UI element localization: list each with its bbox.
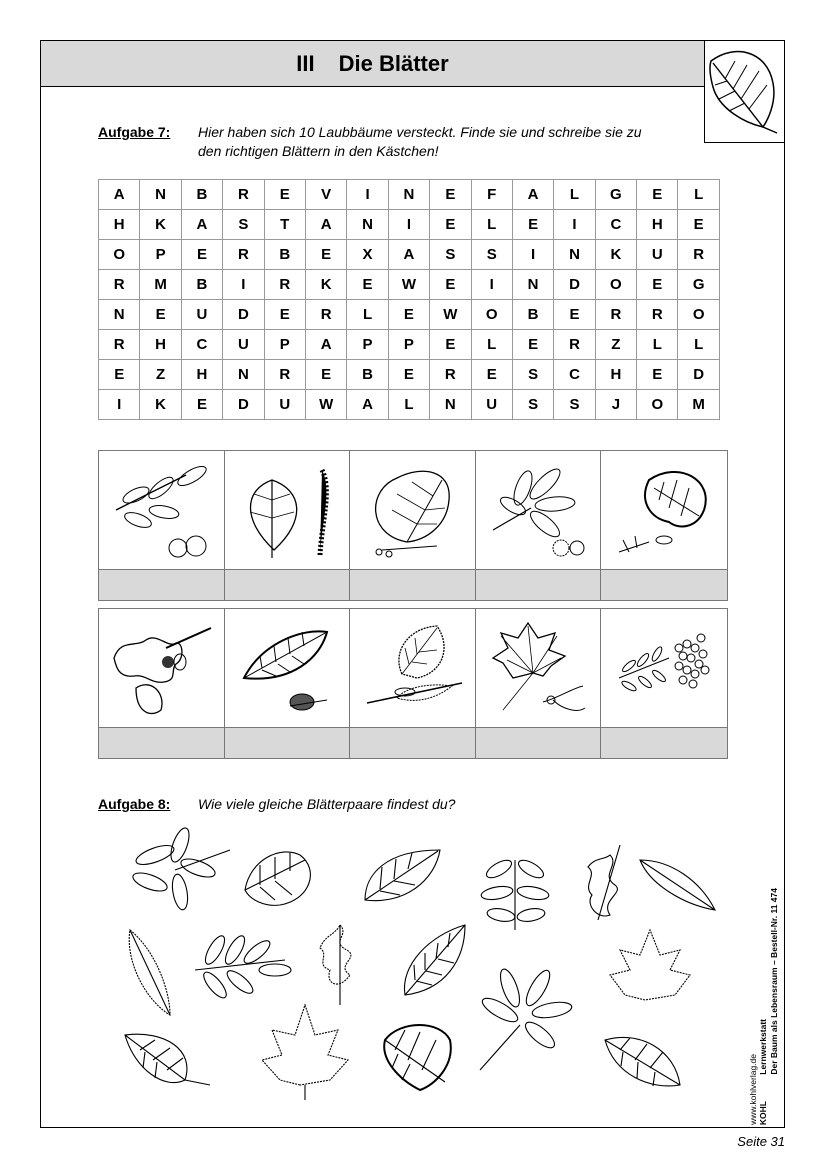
- oak-leaf-icon: [320, 925, 351, 1005]
- grid-letter[interactable]: R: [678, 240, 719, 270]
- grid-letter[interactable]: K: [140, 210, 181, 240]
- word-search-grid: [98, 179, 720, 420]
- leaf-cell: [601, 451, 727, 600]
- grid-letter[interactable]: R: [99, 270, 140, 300]
- grid-letter[interactable]: I: [554, 210, 595, 240]
- grid-letter[interactable]: E: [181, 240, 222, 270]
- grid-letter[interactable]: M: [140, 270, 181, 300]
- grid-letter[interactable]: B: [512, 300, 553, 330]
- grid-letter[interactable]: R: [223, 180, 264, 210]
- grid-letter[interactable]: E: [305, 360, 346, 390]
- grid-letter[interactable]: F: [471, 180, 512, 210]
- answer-box[interactable]: [476, 727, 601, 758]
- chestnut-leaf-icon: [131, 826, 230, 911]
- grid-letter[interactable]: M: [678, 390, 719, 420]
- leaf-cell: [601, 609, 727, 758]
- alder-leaf-icon: [601, 451, 727, 569]
- grid-letter[interactable]: E: [430, 270, 471, 300]
- linden-leaf-icon: [350, 451, 475, 569]
- grid-letter[interactable]: E: [678, 210, 719, 240]
- leaf-cell: [476, 609, 602, 758]
- grid-letter[interactable]: D: [678, 360, 719, 390]
- grid-letter[interactable]: A: [181, 210, 222, 240]
- grid-letter[interactable]: N: [140, 180, 181, 210]
- grid-letter[interactable]: E: [99, 360, 140, 390]
- grid-letter[interactable]: N: [347, 210, 388, 240]
- answer-box[interactable]: [601, 727, 727, 758]
- answer-box[interactable]: [225, 569, 350, 600]
- answer-box[interactable]: [225, 727, 350, 758]
- oak-leaf-icon: [99, 609, 224, 727]
- oak-leaf-icon: [588, 845, 620, 920]
- grid-letter[interactable]: H: [181, 360, 222, 390]
- grid-letter[interactable]: D: [223, 390, 264, 420]
- grid-row: [99, 210, 720, 240]
- grid-letter[interactable]: S: [554, 390, 595, 420]
- grid-letter[interactable]: S: [223, 210, 264, 240]
- grid-letter[interactable]: A: [99, 180, 140, 210]
- walnut-leaf-icon: [99, 451, 224, 569]
- grid-letter[interactable]: D: [554, 270, 595, 300]
- maple-leaf-icon: [262, 1005, 348, 1100]
- grid-letter[interactable]: V: [305, 180, 346, 210]
- grid-letter[interactable]: E: [347, 270, 388, 300]
- grid-letter[interactable]: I: [347, 180, 388, 210]
- grid-letter[interactable]: C: [595, 210, 636, 240]
- grid-letter[interactable]: W: [305, 390, 346, 420]
- grid-letter[interactable]: I: [99, 390, 140, 420]
- grid-letter[interactable]: O: [99, 240, 140, 270]
- answer-box[interactable]: [350, 569, 475, 600]
- willow-leaf-icon: [129, 930, 170, 1015]
- chapter-title: Die Blätter: [338, 50, 449, 76]
- leaf-cell: [476, 451, 602, 600]
- grid-row: [99, 240, 720, 270]
- grid-letter[interactable]: U: [223, 330, 264, 360]
- grid-letter[interactable]: H: [595, 360, 636, 390]
- answer-box[interactable]: [350, 727, 475, 758]
- birch-leaf-icon: [365, 850, 440, 901]
- grid-letter[interactable]: R: [223, 240, 264, 270]
- publisher-sidebar: [744, 820, 782, 1125]
- publisher-website: www.kohlverlag.de: [748, 1054, 758, 1125]
- grid-letter[interactable]: J: [595, 390, 636, 420]
- grid-letter[interactable]: R: [264, 270, 305, 300]
- chapter-header: [40, 40, 705, 87]
- grid-letter[interactable]: P: [140, 240, 181, 270]
- grid-letter[interactable]: B: [181, 180, 222, 210]
- grid-letter[interactable]: A: [512, 180, 553, 210]
- grid-letter[interactable]: U: [181, 300, 222, 330]
- grid-letter[interactable]: E: [512, 330, 553, 360]
- grid-letter[interactable]: W: [388, 270, 429, 300]
- grid-letter[interactable]: I: [223, 270, 264, 300]
- grid-letter[interactable]: A: [347, 390, 388, 420]
- grid-row: [99, 330, 720, 360]
- page-number: Seite 31: [737, 1134, 785, 1149]
- ash-leaf-icon: [195, 933, 291, 1001]
- leaf-cell: [225, 609, 351, 758]
- answer-box[interactable]: [99, 727, 224, 758]
- grid-letter[interactable]: L: [678, 330, 719, 360]
- leaf-cell: [99, 451, 225, 600]
- chestnut-leaf-icon: [476, 451, 601, 569]
- birch-leaf-icon: [350, 609, 475, 727]
- linden-leaf-icon: [605, 1037, 680, 1086]
- grid-letter[interactable]: U: [264, 390, 305, 420]
- grid-letter[interactable]: L: [678, 180, 719, 210]
- chapter-number: III: [296, 50, 315, 76]
- grid-letter[interactable]: D: [223, 300, 264, 330]
- grid-letter[interactable]: E: [471, 360, 512, 390]
- book-title-order-number: Der Baum als Lebensraum – Bestell-Nr. 11 474: [769, 888, 779, 1075]
- grid-letter[interactable]: E: [264, 300, 305, 330]
- header-leaf-icon: [704, 40, 785, 143]
- grid-letter[interactable]: I: [471, 270, 512, 300]
- ash-leaf-icon: [480, 857, 550, 930]
- grid-letter[interactable]: E: [637, 270, 678, 300]
- beech-leaf-icon: [404, 925, 465, 995]
- grid-letter[interactable]: G: [595, 180, 636, 210]
- grid-letter[interactable]: R: [595, 300, 636, 330]
- grid-letter[interactable]: I: [388, 210, 429, 240]
- alder-leaf-icon: [384, 1025, 451, 1090]
- grid-letter[interactable]: B: [181, 270, 222, 300]
- grid-letter[interactable]: E: [637, 360, 678, 390]
- grid-letter[interactable]: H: [140, 330, 181, 360]
- grid-letter[interactable]: X: [347, 240, 388, 270]
- publisher-name: KOHL: [758, 1100, 768, 1125]
- grid-letter[interactable]: L: [347, 300, 388, 330]
- leaf-pairs-scatter: [100, 820, 740, 1100]
- grid-letter[interactable]: R: [99, 330, 140, 360]
- grid-letter[interactable]: O: [637, 390, 678, 420]
- task8-text: Wie viele gleiche Blätterpaare findest du?: [198, 796, 456, 812]
- grid-letter[interactable]: R: [430, 360, 471, 390]
- leaf-cell: [99, 609, 225, 758]
- grid-letter[interactable]: Z: [595, 330, 636, 360]
- grid-letter[interactable]: O: [595, 270, 636, 300]
- grid-letter[interactable]: T: [264, 210, 305, 240]
- answer-box[interactable]: [476, 569, 601, 600]
- grid-letter[interactable]: H: [637, 210, 678, 240]
- grid-letter[interactable]: R: [305, 300, 346, 330]
- grid-letter[interactable]: E: [140, 300, 181, 330]
- grid-letter[interactable]: B: [264, 240, 305, 270]
- grid-letter[interactable]: R: [264, 360, 305, 390]
- beech-leaf-icon: [225, 609, 350, 727]
- grid-letter[interactable]: S: [471, 240, 512, 270]
- grid-letter[interactable]: A: [388, 240, 429, 270]
- grid-letter[interactable]: O: [678, 300, 719, 330]
- grid-letter[interactable]: P: [347, 330, 388, 360]
- grid-row: [99, 180, 720, 210]
- maple-leaf-icon: [476, 609, 601, 727]
- answer-box[interactable]: [601, 569, 727, 600]
- grid-letter[interactable]: S: [512, 360, 553, 390]
- poplar-leaf-icon: [225, 451, 350, 569]
- willow-leaf-icon: [640, 860, 715, 910]
- grid-letter[interactable]: A: [305, 210, 346, 240]
- leaf-cell: [225, 451, 351, 600]
- grid-letter[interactable]: C: [181, 330, 222, 360]
- grid-letter[interactable]: G: [678, 270, 719, 300]
- grid-letter[interactable]: E: [430, 180, 471, 210]
- rowan-leaf-icon: [601, 609, 727, 727]
- grid-letter[interactable]: L: [554, 180, 595, 210]
- answer-box[interactable]: [99, 569, 224, 600]
- grid-letter[interactable]: K: [305, 270, 346, 300]
- grid-letter[interactable]: C: [554, 360, 595, 390]
- grid-letter[interactable]: E: [430, 330, 471, 360]
- linden-leaf-icon: [245, 852, 310, 905]
- grid-letter[interactable]: N: [223, 360, 264, 390]
- task7-text: Hier haben sich 10 Laubbäume versteckt. Finde sie und schreibe sie zu den richtigen Blättern in den Kästchen!: [198, 124, 642, 159]
- grid-letter[interactable]: S: [430, 240, 471, 270]
- chestnut-leaf-icon: [479, 967, 573, 1070]
- grid-letter[interactable]: E: [264, 180, 305, 210]
- leaf-cell: [350, 451, 476, 600]
- grid-letter[interactable]: W: [430, 300, 471, 330]
- grid-letter[interactable]: P: [264, 330, 305, 360]
- grid-letter[interactable]: R: [554, 330, 595, 360]
- grid-letter[interactable]: S: [512, 390, 553, 420]
- grid-row: [99, 300, 720, 330]
- series-title: Lernwerkstatt: [758, 1019, 768, 1075]
- leaf-cell: [350, 609, 476, 758]
- linden-leaf-icon: [125, 1034, 210, 1085]
- grid-letter[interactable]: H: [99, 210, 140, 240]
- grid-letter[interactable]: E: [181, 390, 222, 420]
- leaf-row-2: [98, 608, 728, 759]
- grid-letter[interactable]: L: [471, 330, 512, 360]
- grid-letter[interactable]: U: [637, 240, 678, 270]
- grid-letter[interactable]: K: [595, 240, 636, 270]
- grid-row: [99, 390, 720, 420]
- grid-letter[interactable]: N: [512, 270, 553, 300]
- grid-letter[interactable]: A: [305, 330, 346, 360]
- grid-letter[interactable]: U: [471, 390, 512, 420]
- task8-label: Aufgabe 8:: [98, 796, 171, 812]
- grid-letter[interactable]: N: [430, 390, 471, 420]
- grid-letter[interactable]: B: [347, 360, 388, 390]
- grid-letter[interactable]: E: [388, 360, 429, 390]
- task7-label: Aufgabe 7:: [98, 124, 171, 140]
- grid-letter[interactable]: R: [637, 300, 678, 330]
- grid-letter[interactable]: E: [305, 240, 346, 270]
- grid-letter[interactable]: L: [471, 210, 512, 240]
- grid-letter[interactable]: Z: [140, 360, 181, 390]
- grid-letter[interactable]: E: [637, 180, 678, 210]
- grid-letter[interactable]: N: [388, 180, 429, 210]
- grid-letter[interactable]: E: [430, 210, 471, 240]
- grid-letter[interactable]: N: [554, 240, 595, 270]
- grid-letter[interactable]: E: [388, 300, 429, 330]
- grid-letter[interactable]: P: [388, 330, 429, 360]
- grid-letter[interactable]: K: [140, 390, 181, 420]
- grid-letter[interactable]: L: [637, 330, 678, 360]
- grid-row: [99, 270, 720, 300]
- grid-row: [99, 360, 720, 390]
- maple-leaf-icon: [610, 930, 690, 1000]
- grid-letter[interactable]: O: [471, 300, 512, 330]
- grid-letter[interactable]: L: [388, 390, 429, 420]
- grid-letter[interactable]: E: [554, 300, 595, 330]
- grid-letter[interactable]: I: [512, 240, 553, 270]
- grid-letter[interactable]: N: [99, 300, 140, 330]
- leaf-row-1: [98, 450, 728, 601]
- grid-letter[interactable]: E: [512, 210, 553, 240]
